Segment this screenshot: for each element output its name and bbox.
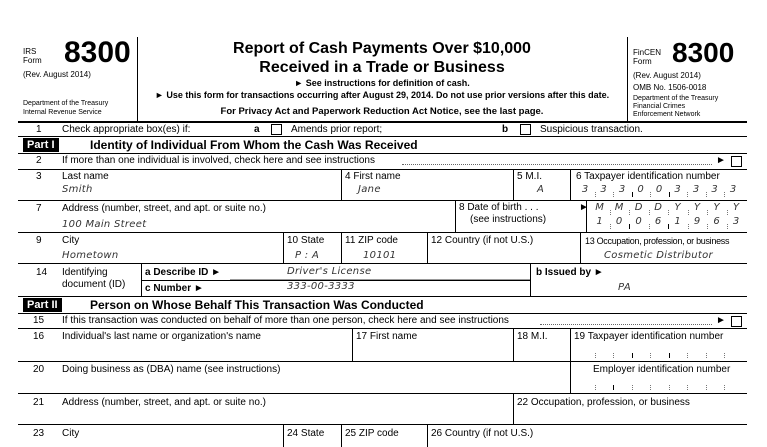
- tin-digit-6: 3: [674, 184, 682, 195]
- dob-header-1: M: [595, 202, 605, 213]
- form-label: Form: [23, 56, 42, 65]
- address-value[interactable]: 100 Main Street: [62, 219, 147, 230]
- state-value[interactable]: P : A: [295, 250, 320, 261]
- line-16-number: 16: [33, 331, 45, 342]
- fincen-form-label: Form: [633, 57, 652, 66]
- fincen-revision: (Rev. August 2014): [633, 71, 701, 80]
- tin-digit-5: 0: [655, 184, 663, 195]
- dob-digit-8: 3: [732, 216, 740, 227]
- dob-digit-5: 1: [674, 216, 682, 227]
- first-name-label: 4 First name: [345, 171, 401, 182]
- dob-arrow: ►: [579, 202, 589, 213]
- mi-label: 5 M.I.: [517, 171, 543, 182]
- tin-digit-1: 3: [581, 184, 589, 195]
- ein-label: Employer identification number: [593, 364, 731, 375]
- version-note: ► Use this form for transactions occurring after August 29, 2014. Do not use prior versions after this date.: [154, 90, 610, 100]
- suspicious-transaction-label: Suspicious transaction.: [540, 124, 643, 135]
- line-2-arrow: ►: [716, 155, 726, 166]
- p2-city-label: City: [62, 428, 80, 439]
- form-revision: (Rev. August 2014): [23, 70, 91, 79]
- id-label-2: document (ID): [62, 279, 126, 290]
- fincen-dept-2: Financial Crimes: [633, 103, 686, 110]
- state-label: 10 State: [287, 235, 325, 246]
- describe-id-label: a Describe ID ►: [145, 267, 222, 278]
- dob-header-3: D: [634, 202, 643, 213]
- suspicious-transaction-checkbox[interactable]: [520, 124, 531, 135]
- dob-header-5: Y: [674, 202, 681, 213]
- zip-label: 11 ZIP code: [345, 235, 398, 246]
- p2-mi-label: 18 M.I.: [517, 331, 548, 342]
- describe-id-value[interactable]: Driver's License: [287, 266, 372, 277]
- line-15-arrow: ►: [716, 315, 726, 326]
- tin-label: 6 Taxpayer identification number: [576, 171, 720, 182]
- form-title-line-1: Report of Cash Payments Over $10,000: [233, 40, 531, 57]
- dob-digit-2: 0: [615, 216, 623, 227]
- line-20-number: 20: [33, 364, 45, 375]
- dob-header-7: Y: [713, 202, 720, 213]
- p2-address-label: Address (number, street, and apt. or suite no.): [62, 397, 266, 408]
- issued-by-value[interactable]: PA: [618, 282, 631, 293]
- part-2-title: Person on Whose Behalf This Transaction Was Conducted: [90, 298, 424, 312]
- line-15-number: 15: [33, 315, 45, 326]
- p2-state-label: 24 State: [287, 428, 325, 439]
- p2-zip-label: 25 ZIP code: [345, 428, 399, 439]
- privacy-note: For Privacy Act and Paperwork Reduction Act Notice, see the last page.: [220, 106, 544, 117]
- tin-digit-7: 3: [692, 184, 700, 195]
- org-name-label: Individual's last name or organization's name: [62, 331, 261, 342]
- city-value[interactable]: Hometown: [62, 250, 119, 261]
- mi-value[interactable]: A: [537, 184, 545, 195]
- fincen-label: FinCEN: [633, 48, 662, 57]
- dob-digit-4: 6: [654, 216, 662, 227]
- dob-see-instructions: (see instructions): [470, 214, 547, 225]
- line-15-text: If this transaction was conducted on behalf of more than one person, check here and see instructions: [62, 315, 509, 326]
- dob-digit-1: 1: [596, 216, 604, 227]
- tin-digit-3: 3: [618, 184, 626, 195]
- fincen-dept-1: Department of the Treasury: [633, 95, 719, 102]
- issued-by-label: b Issued by ►: [536, 267, 604, 278]
- form-title-line-2: Received in a Trade or Business: [259, 59, 505, 76]
- dob-header-2: M: [614, 202, 624, 213]
- line-1-number: 1: [36, 124, 42, 135]
- line-23-number: 23: [33, 428, 45, 439]
- occupation-value[interactable]: Cosmetic Distributor: [604, 250, 713, 261]
- dob-digit-7: 6: [713, 216, 721, 227]
- first-name-value[interactable]: Jane: [358, 184, 381, 195]
- dob-digit-3: 0: [635, 216, 643, 227]
- tin-digit-4: 0: [637, 184, 645, 195]
- city-label: City: [62, 235, 80, 246]
- line-7-number: 7: [36, 203, 42, 214]
- id-number-label: c Number ►: [145, 283, 204, 294]
- tin-digit-8: 3: [711, 184, 719, 195]
- amends-prior-report-checkbox[interactable]: [271, 124, 282, 135]
- line-1a-letter: a: [254, 124, 260, 135]
- line-1-label: Check appropriate box(es) if:: [62, 124, 191, 135]
- dob-header-4: D: [654, 202, 663, 213]
- dept-line-1: Department of the Treasury: [23, 100, 109, 107]
- line-9-number: 9: [36, 235, 42, 246]
- omb-number: OMB No. 1506-0018: [633, 83, 707, 92]
- tin-digit-9: 3: [729, 184, 737, 195]
- line-14-number: 14: [36, 267, 48, 278]
- p2-occupation-label: 22 Occupation, profession, or business: [517, 397, 690, 408]
- last-name-value[interactable]: Smith: [62, 184, 93, 195]
- dob-label: 8 Date of birth . . .: [459, 202, 539, 213]
- tin-digit-2: 3: [600, 184, 608, 195]
- fincen-form-number: 8300: [672, 37, 735, 68]
- amends-prior-report-label: Amends prior report;: [291, 124, 383, 135]
- form-number: 8300: [64, 36, 131, 69]
- country-label: 12 Country (if not U.S.): [431, 235, 534, 246]
- multiple-persons-checkbox[interactable]: [731, 316, 742, 327]
- dob-header-6: Y: [694, 202, 701, 213]
- last-name-label: Last name: [62, 171, 109, 182]
- occupation-label: 13 Occupation, profession, or business: [585, 236, 730, 246]
- p2-country-label: 26 Country (if not U.S.): [431, 428, 534, 439]
- multiple-individuals-checkbox[interactable]: [731, 156, 742, 167]
- line-3-number: 3: [36, 171, 42, 182]
- part-1-title: Identity of Individual From Whom the Cash Was Received: [90, 138, 418, 152]
- line-2-number: 2: [36, 155, 42, 166]
- line-1b-letter: b: [502, 124, 509, 135]
- fincen-dept-3: Enforcement Network: [633, 111, 701, 118]
- part-2-tag: Part II: [23, 298, 62, 312]
- line-21-number: 21: [33, 397, 45, 408]
- dept-line-2: Internal Revenue Service: [23, 109, 102, 116]
- line-2-text: If more than one individual is involved, check here and see instructions: [62, 155, 375, 166]
- dba-label: Doing business as (DBA) name (see instructions): [62, 364, 281, 375]
- address-label: Address (number, street, and apt. or suite no.): [62, 203, 266, 214]
- id-label-1: Identifying: [62, 267, 108, 278]
- dob-header-8: Y: [733, 202, 740, 213]
- id-number-value[interactable]: 333-00-3333: [287, 281, 355, 292]
- part-1-tag: Part I: [23, 138, 59, 152]
- p2-first-name-label: 17 First name: [356, 331, 418, 342]
- irs-label: IRS: [23, 47, 37, 56]
- dob-digit-6: 9: [693, 216, 701, 227]
- zip-value[interactable]: 10101: [363, 250, 397, 261]
- p2-tin-label: 19 Taxpayer identification number: [574, 331, 724, 342]
- instructions-note: ► See instructions for definition of cash.: [294, 78, 470, 88]
